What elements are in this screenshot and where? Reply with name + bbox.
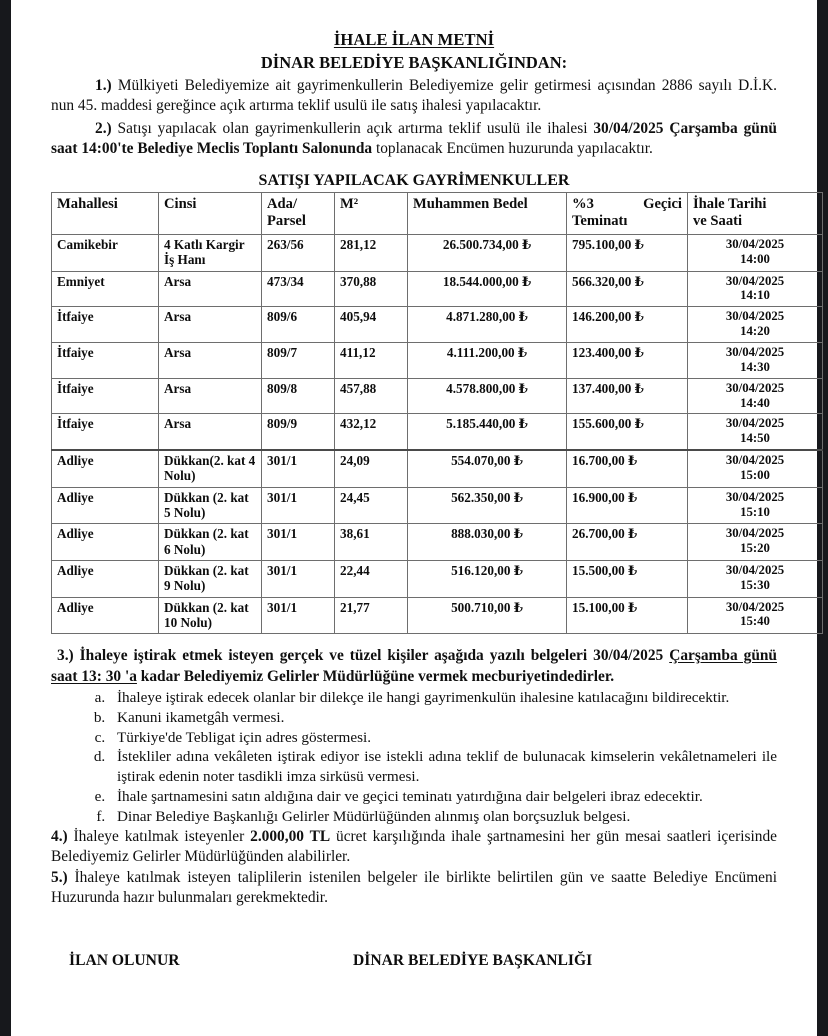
cell-gecici-teminat: 123.400,00 ₺ <box>567 342 688 378</box>
cell-ihale-tarihi <box>688 597 823 634</box>
table-row <box>52 234 823 271</box>
cell-tarih-date: 30/04/2025 <box>725 599 785 614</box>
cell-ihale-tarihi <box>688 234 823 271</box>
cell-gecici-teminat: 26.700,00 ₺ <box>567 524 688 561</box>
column-header-teminat-line2: Teminatı <box>572 213 628 230</box>
page-title <box>51 30 777 51</box>
paragraph-4-text1: İhaleye katılmak isteyenler <box>73 828 251 846</box>
paragraph-4-number: 4.) <box>51 828 68 846</box>
cell-muhammen-bedel: 554.070,00 ₺ <box>408 450 567 487</box>
paragraph-3-underlined: Çarşamba günü saat 13: 30 'a <box>51 647 777 685</box>
table-row <box>52 597 823 634</box>
cell-ada-parsel: 301/1 <box>262 450 335 487</box>
cell-m2: 370,88 <box>335 271 408 307</box>
cell-tarih-time: 14:00 <box>740 251 770 266</box>
cell-ihale-tarihi <box>688 524 823 561</box>
cell-gecici-teminat: 16.900,00 ₺ <box>567 487 688 524</box>
table-row <box>52 560 823 597</box>
cell-mahallesi: İtfaiye <box>52 307 159 343</box>
cell-tarih-date: 30/04/2025 <box>725 309 785 324</box>
cell-cinsi: Arsa <box>159 378 262 414</box>
paragraph-2-text-end: toplanacak Encümen huzurunda yapılacaktır. <box>372 140 653 158</box>
table-header-row <box>52 193 823 235</box>
paragraph-1-number: 1.) <box>95 77 112 95</box>
paragraph-3 <box>51 646 777 687</box>
cell-muhammen-bedel: 18.544.000,00 ₺ <box>408 271 567 307</box>
condition-item: b. Kanuni ikametgâh vermesi. <box>109 708 777 728</box>
column-header-teminat-line1 <box>572 196 682 213</box>
cell-cinsi: Arsa <box>159 271 262 307</box>
paragraph-1 <box>51 76 777 116</box>
page-subtitle: DİNAR BELEDİYE BAŞKANLIĞINDAN: <box>260 52 568 72</box>
conditions-list <box>51 688 777 826</box>
cell-mahallesi: Emniyet <box>52 271 159 307</box>
cell-muhammen-bedel: 888.030,00 ₺ <box>408 524 567 561</box>
cell-muhammen-bedel: 516.120,00 ₺ <box>408 560 567 597</box>
cell-m2: 24,45 <box>335 487 408 524</box>
cell-ihale-tarihi <box>688 342 823 378</box>
cell-mahallesi: Adliye <box>52 560 159 597</box>
cell-m2: 24,09 <box>335 450 408 487</box>
cell-m2: 411,12 <box>335 342 408 378</box>
column-header-tarih-line1: İhale Tarihi <box>693 196 767 213</box>
cell-cinsi: Dükkan (2. kat 10 Nolu) <box>159 597 262 634</box>
cell-mahallesi: Adliye <box>52 597 159 634</box>
paragraph-2-highlight: 30/04/2025 Çarşamba günü saat 14:00'te Belediye Meclis Toplantı Salonunda <box>51 120 777 158</box>
condition-item: a. İhaleye iştirak edecek olanlar bir dilekçe ile hangi gayrimenkulün ihalesine katılacağını bildirecektir. <box>109 688 777 708</box>
cell-ada-parsel: 263/56 <box>262 234 335 271</box>
paragraph-5 <box>51 868 777 908</box>
cell-ihale-tarihi <box>688 560 823 597</box>
cell-cinsi: Arsa <box>159 307 262 343</box>
cell-gecici-teminat: 15.500,00 ₺ <box>567 560 688 597</box>
cell-tarih-date: 30/04/2025 <box>725 489 785 504</box>
cell-ihale-tarihi <box>688 450 823 487</box>
paragraph-3-part2: kadar Belediyemiz Gelirler Müdürlüğüne vermek mecburiyetindedirler. <box>136 667 615 685</box>
cell-gecici-teminat: 137.400,00 ₺ <box>567 378 688 414</box>
cell-tarih-date: 30/04/2025 <box>725 453 785 468</box>
cell-m2: 432,12 <box>335 414 408 450</box>
cell-tarih-date: 30/04/2025 <box>725 344 785 359</box>
table-row <box>52 378 823 414</box>
paragraph-5-text: İhaleye katılmak isteyen taliplilerin istenilen belgeler ile birlikte belirtilen gün ve saatte Belediye Encümeni Huzurunda hazır bulunmaları gerekmektedir. <box>51 869 777 907</box>
cell-ada-parsel: 809/6 <box>262 307 335 343</box>
cell-tarih-time: 14:10 <box>740 288 770 303</box>
cell-tarih-time: 15:40 <box>740 614 770 629</box>
paragraph-2-number: 2.) <box>95 120 112 138</box>
cell-mahallesi: Adliye <box>52 487 159 524</box>
condition-item: c. Türkiye'de Tebligat için adres göstermesi. <box>109 728 777 748</box>
column-header-ada-line2: Parsel <box>267 213 306 230</box>
cell-tarih-date: 30/04/2025 <box>725 526 785 541</box>
paragraph-2-text-start: Satışı yapılacak olan gayrimenkullerin açık artırma teklif usulü ile ihalesi <box>117 120 594 138</box>
table-row <box>52 414 823 450</box>
footer-ilan-olunur: İLAN OLUNUR <box>69 952 180 970</box>
column-header-mahallesi: Mahallesi <box>52 193 159 235</box>
column-header-teminat-percent: %3 <box>572 196 594 213</box>
cell-tarih-time: 14:40 <box>740 395 770 410</box>
paragraph-2 <box>51 119 777 159</box>
document-content <box>51 30 785 976</box>
cell-tarih-date: 30/04/2025 <box>725 416 785 431</box>
table-row <box>52 450 823 487</box>
cell-cinsi: 4 Katlı Kargir İş Hanı <box>159 234 262 271</box>
cell-m2: 22,44 <box>335 560 408 597</box>
cell-gecici-teminat: 795.100,00 ₺ <box>567 234 688 271</box>
cell-tarih-time: 14:30 <box>740 359 770 374</box>
paragraph-4-amount: 2.000,00 TL <box>250 828 331 846</box>
cell-tarih-date: 30/04/2025 <box>725 273 785 288</box>
table-caption: SATIŞI YAPILACAK GAYRİMENKULLER <box>258 172 570 190</box>
cell-gecici-teminat: 146.200,00 ₺ <box>567 307 688 343</box>
column-header-ada-parsel <box>262 193 335 235</box>
cell-tarih-date: 30/04/2025 <box>725 380 785 395</box>
cell-ada-parsel: 809/9 <box>262 414 335 450</box>
paragraph-4 <box>51 827 777 867</box>
footer-authority: DİNAR BELEDİYE BAŞKANLIĞI <box>353 952 593 970</box>
cell-m2: 38,61 <box>335 524 408 561</box>
cell-ada-parsel: 301/1 <box>262 597 335 634</box>
paragraph-3-number: 3.) <box>57 647 74 665</box>
cell-cinsi: Dükkan(2. kat 4 Nolu) <box>159 450 262 487</box>
cell-mahallesi: Adliye <box>52 524 159 561</box>
cell-muhammen-bedel: 5.185.440,00 ₺ <box>408 414 567 450</box>
paragraph-5-number: 5.) <box>51 869 68 887</box>
cell-cinsi: Arsa <box>159 414 262 450</box>
cell-ada-parsel: 301/1 <box>262 487 335 524</box>
cell-tarih-time: 15:00 <box>740 467 770 482</box>
cell-mahallesi: İtfaiye <box>52 342 159 378</box>
cell-m2: 405,94 <box>335 307 408 343</box>
cell-ihale-tarihi <box>688 414 823 450</box>
cell-muhammen-bedel: 500.710,00 ₺ <box>408 597 567 634</box>
cell-ihale-tarihi <box>688 307 823 343</box>
table-row <box>52 487 823 524</box>
document-page <box>11 0 817 1036</box>
column-header-gecici-teminat <box>567 193 688 235</box>
column-header-teminat-word: Geçici <box>643 196 682 213</box>
table-row <box>52 307 823 343</box>
cell-gecici-teminat: 566.320,00 ₺ <box>567 271 688 307</box>
properties-table <box>51 192 823 634</box>
cell-ihale-tarihi <box>688 487 823 524</box>
condition-item: e. İhale şartnamesini satın aldığına dair ve geçici teminatı yatırdığına dair belgeleri ibraz edecektir. <box>109 787 777 807</box>
cell-tarih-time: 15:10 <box>740 504 770 519</box>
column-header-ada-line1: Ada/ <box>267 196 298 213</box>
paragraph-3-part1: İhaleye iştirak etmek isteyen gerçek ve tüzel kişiler aşağıda yazılı belgeleri 30/04/2025 <box>79 647 670 665</box>
cell-ada-parsel: 301/1 <box>262 560 335 597</box>
cell-gecici-teminat: 15.100,00 ₺ <box>567 597 688 634</box>
cell-mahallesi: Adliye <box>52 450 159 487</box>
cell-ada-parsel: 809/7 <box>262 342 335 378</box>
table-row <box>52 524 823 561</box>
table-row <box>52 271 823 307</box>
cell-muhammen-bedel: 4.871.280,00 ₺ <box>408 307 567 343</box>
paragraph-1-text: Mülkiyeti Belediyemize ait gayrimenkullerin Belediyemize gelir getirmesi açısından 2886 sayılı D.İ.K. nun 45. maddesi gereğince açık artırma teklif usulü ile satış ihalesi yapılacaktır. <box>51 77 777 115</box>
paragraph-4-text2: ücret karşılığında ihale şartnamesini her gün mesai saatleri içerisinde Belediyemiz Gelirler Müdürlüğünden alabilirler. <box>51 828 777 866</box>
column-header-cinsi: Cinsi <box>159 193 262 235</box>
cell-mahallesi: Camikebir <box>52 234 159 271</box>
cell-cinsi: Dükkan (2. kat 5 Nolu) <box>159 487 262 524</box>
cell-muhammen-bedel: 4.578.800,00 ₺ <box>408 378 567 414</box>
cell-tarih-time: 15:30 <box>740 577 770 592</box>
condition-item: f. Dinar Belediye Başkanlığı Gelirler Müdürlüğünden alınmış olan borçsuzluk belgesi. <box>109 807 777 827</box>
cell-ada-parsel: 809/8 <box>262 378 335 414</box>
cell-tarih-time: 14:50 <box>740 431 770 446</box>
cell-tarih-time: 15:20 <box>740 541 770 556</box>
cell-mahallesi: İtfaiye <box>52 378 159 414</box>
cell-muhammen-bedel: 562.350,00 ₺ <box>408 487 567 524</box>
column-header-m2: M² <box>335 193 408 235</box>
cell-m2: 281,12 <box>335 234 408 271</box>
cell-cinsi: Arsa <box>159 342 262 378</box>
cell-tarih-date: 30/04/2025 <box>725 236 785 251</box>
cell-mahallesi: İtfaiye <box>52 414 159 450</box>
cell-m2: 21,77 <box>335 597 408 634</box>
cell-gecici-teminat: 155.600,00 ₺ <box>567 414 688 450</box>
cell-ada-parsel: 473/34 <box>262 271 335 307</box>
cell-tarih-date: 30/04/2025 <box>725 562 785 577</box>
cell-m2: 457,88 <box>335 378 408 414</box>
table-body <box>52 234 823 633</box>
table-header <box>52 193 823 235</box>
cell-tarih-time: 14:20 <box>740 324 770 339</box>
condition-item: d. İstekliler adına vekâleten iştirak ediyor ise istekli adına teklif de bulunacak kimselerin vekâletnameleri ile iştirak edenin noter tasdikli imza sirküsü vermesi. <box>109 747 777 787</box>
page-title-text: İHALE İLAN METNİ <box>333 30 495 49</box>
cell-cinsi: Dükkan (2. kat 9 Nolu) <box>159 560 262 597</box>
table-row <box>52 342 823 378</box>
conditions-section <box>51 646 777 908</box>
cell-muhammen-bedel: 26.500.734,00 ₺ <box>408 234 567 271</box>
cell-gecici-teminat: 16.700,00 ₺ <box>567 450 688 487</box>
document-footer <box>51 952 777 976</box>
column-header-tarih-line2: ve Saati <box>693 213 743 230</box>
column-header-muhammen-bedel: Muhammen Bedel <box>408 193 567 235</box>
cell-ada-parsel: 301/1 <box>262 524 335 561</box>
cell-muhammen-bedel: 4.111.200,00 ₺ <box>408 342 567 378</box>
cell-cinsi: Dükkan (2. kat 6 Nolu) <box>159 524 262 561</box>
cell-ihale-tarihi <box>688 378 823 414</box>
column-header-ihale-tarihi <box>688 193 823 235</box>
cell-ihale-tarihi <box>688 271 823 307</box>
